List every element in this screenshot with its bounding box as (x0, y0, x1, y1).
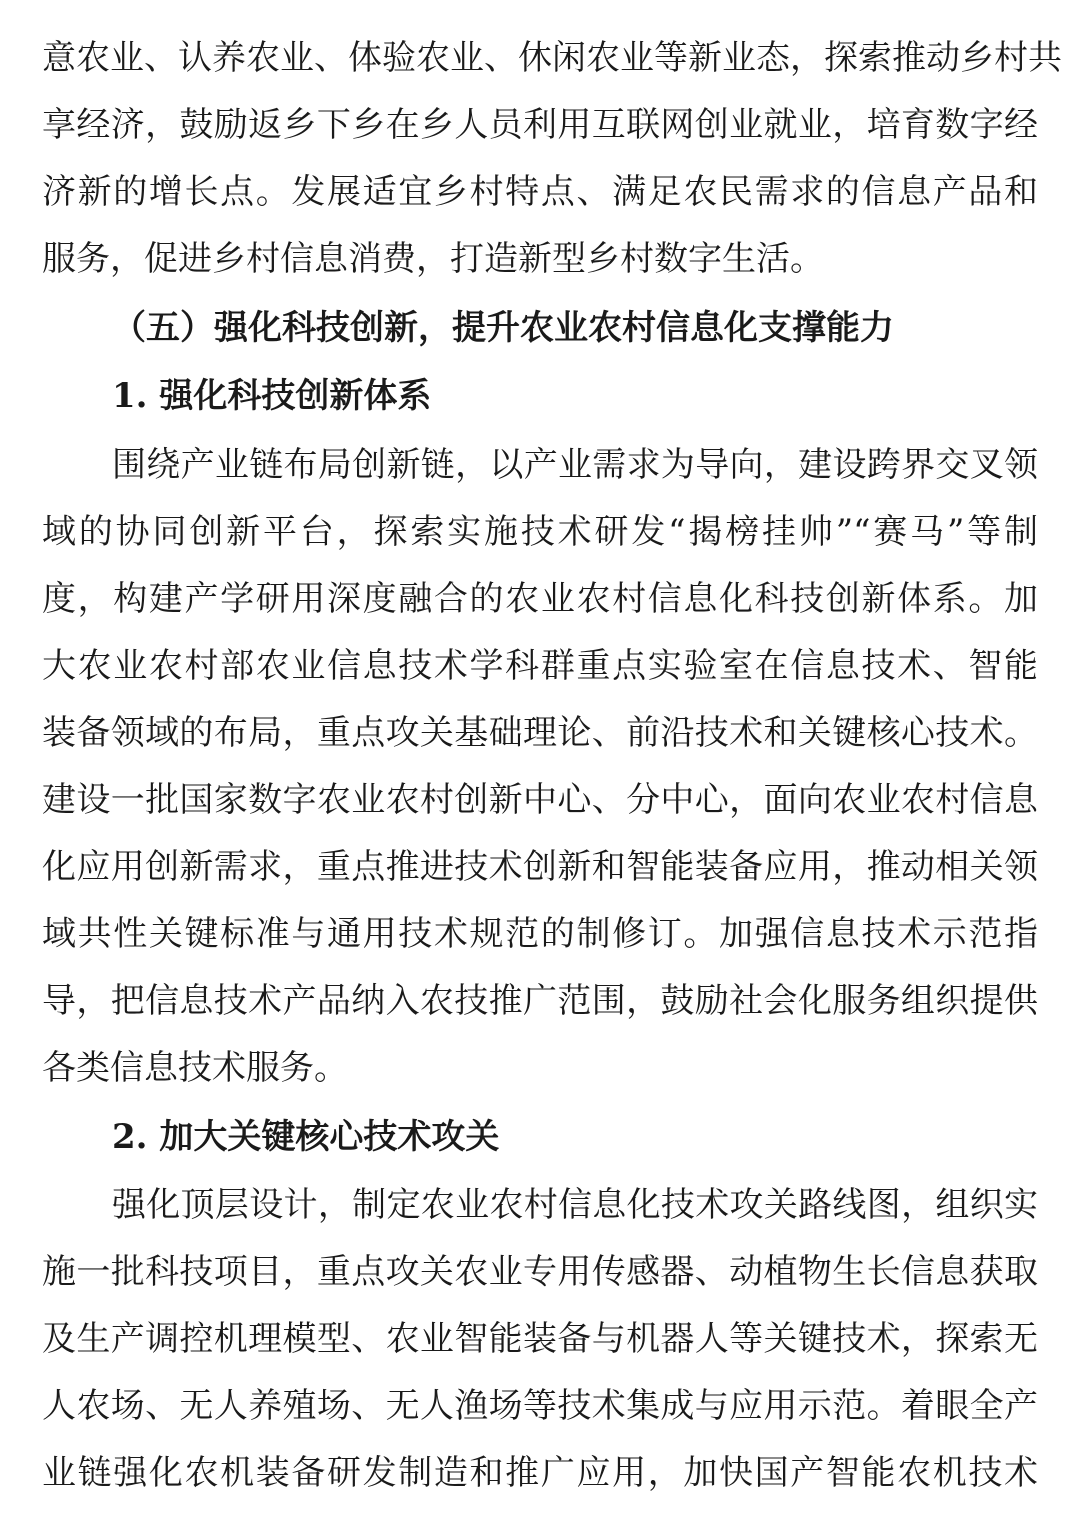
paragraph-2-line-8: 域共性关键标准与通用技术规范的制修订。加强信息技术示范指 (42, 914, 1038, 954)
paragraph-1-line-1: 意农业、认养农业、体验农业、休闲农业等新业态，探索推动乡村共 (42, 38, 1062, 78)
paragraph-1-line-3: 济新的增长点。发展适宜乡村特点、满足农民需求的信息产品和 (42, 172, 1038, 212)
paragraph-2-line-1: 围绕产业链布局创新链，以产业需求为导向，建设跨界交叉领 (112, 445, 1038, 485)
paragraph-2-line-2: 域的协同创新平台，探索实施技术研发“揭榜挂帅”“赛马”等制 (42, 512, 1038, 552)
paragraph-2-line-5: 装备领域的布局，重点攻关基础理论、前沿技术和关键核心技术。 (42, 713, 1038, 753)
paragraph-2-line-6: 建设一批国家数字农业农村创新中心、分中心，面向农业农村信息 (42, 780, 1038, 820)
paragraph-2-line-4: 大农业农村部农业信息技术学科群重点实验室在信息技术、智能 (42, 646, 1038, 686)
paragraph-2-line-10: 各类信息技术服务。 (42, 1048, 348, 1088)
paragraph-3-line-4: 人农场、无人养殖场、无人渔场等技术集成与应用示范。着眼全产 (42, 1386, 1038, 1426)
paragraph-3-line-2: 施一批科技项目，重点攻关农业专用传感器、动植物生长信息获取 (42, 1252, 1038, 1292)
paragraph-2-line-7: 化应用创新需求，重点推进技术创新和智能装备应用，推动相关领 (42, 847, 1038, 887)
paragraph-2-line-9: 导，把信息技术产品纳入农技推广范围，鼓励社会化服务组织提供 (42, 981, 1038, 1021)
paragraph-3-line-1: 强化顶层设计，制定农业农村信息化技术攻关路线图，组织实 (112, 1185, 1038, 1225)
paragraph-3-line-5: 业链强化农机装备研发制造和推广应用，加快国产智能农机技术 (42, 1453, 1038, 1493)
paragraph-3-line-3: 及生产调控机理模型、农业智能装备与机器人等关键技术，探索无 (42, 1319, 1038, 1359)
paragraph-1-line-4: 服务，促进乡村信息消费，打造新型乡村数字生活。 (42, 239, 824, 279)
section-heading: （五）强化科技创新，提升农业农村信息化支撑能力 (112, 308, 894, 348)
subheading-2: 2. 加大关键核心技术攻关 (112, 1117, 500, 1157)
subheading-1: 1. 强化科技创新体系 (112, 376, 432, 416)
paragraph-2-line-3: 度，构建产学研用深度融合的农业农村信息化科技创新体系。加 (42, 579, 1038, 619)
paragraph-1-line-2: 享经济，鼓励返乡下乡在乡人员利用互联网创业就业，培育数字经 (42, 105, 1038, 145)
